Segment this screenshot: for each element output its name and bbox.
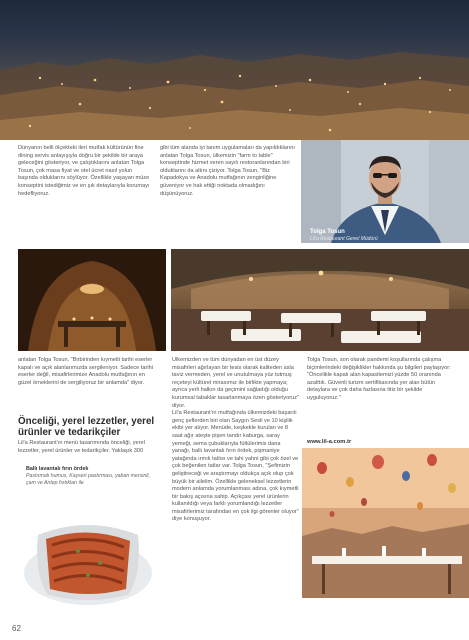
food-title: Ballı lavantalı fırın ördek [26, 466, 89, 472]
column3-mid-text: Tolga Tosun, son olarak pandemi koşullarında çalışma biçimlerindeki değişiklikler hakkında şu bilgileri paylaşıyor: "Öncelikle kapalı alan kapasitemizi yüzde 50 oranında azalttık. Güvenli turizm sertifikasında yer alan bütün detaylara ve çok daha fazlasına titiz bir şekilde uyguluyoruz." [307, 357, 451, 401]
column1-top-text: Dünyanın belli ölçekteki ileri mutfak kültürünün fine dining servis anlayışıyla doğru bir şekilde bir araya geleceğini gösteriyor, ve çalıştıklarını anlatan Tolga Tosun, çok masa fiyat ve otel ücret nasıl yolun başında olduklarını söylüyor. Özellikle yaşayan müze konseptini istediğimiz ve en şık detaylarıyla korumayı hedefliyoruz. [18, 145, 150, 197]
portrait-photo [301, 140, 469, 243]
column2-mid-text: Ülkemizden ve tüm dünyadan en üst düzey misafirleri ağırlayan bir tesis olarak kaliteden asla taviz vermeden, yerel ve unutulmaya yüz tutmuş reçeteyi kültürel mirasımız ile birlikte yapmaya; ayrıca yerli halkın da geçimini sağladığı olduğu kurumsal tabaklar tasarlanmaya özen gösteriyoruz" diyor. Lil'a Restaurant'ın mutfağında ülkemizdeki başarılı genç şeflerden biri olan Saygın Sesli ve 10 kişilik ekibi yer alıyor. Menüde, keşkekle kurulan ve 8 saat ağır ateşte pişen tandır kaburga, saray yemeği, sema çubuklarıyla fültülerimis dana yanağı, ballı lavantalı fırın ördek, pişmaniye yatağında ırmık tatlısı ve tahi yahni gibi çok özel ve çok beğenilen tatlar var. Tolga Tosun, "Şefimizin geliştireceği ve araştırmayı oldukça açık olup çok büyük bir ailelim. Özellikle geleneksel lezzetlerin modern anlamda yorumlanması adına, çok kıymetli bir bakış açısına sahip. Açıkçası yerel ürünlerin kullanıldığı veya farklı yorumlandığı lezzetler misafirlerimiz tarafından en çok ilgi görenler oluyor" diye konuşuyor. [172, 357, 299, 523]
column2-top-text: gibi tüm alanda iyi tanım uygulamaları da yapıldıklarını anlatan Tolga Tosun, ülkemizin "farm to table" konseptinde hizmet veren sayılı restoranlarından biri olduklarını da altını çiziyor. Tolga Tosun, "Biz Kapadokya ve Anadolu mutfağının zenginliğine güveniyor ve hak ettiği noktada olmadığını düşünüyoruz. [160, 145, 295, 197]
page-number: 62 [12, 624, 21, 633]
portrait-caption-role: Lil'a Restaurant Genel Müdürü [310, 236, 378, 242]
dining-hall-photo [171, 249, 469, 351]
portrait-caption-name: Tolga Tosun [310, 229, 345, 235]
food-description: Pastırmalı humus, Kayseri pastırması, yaban mersinli, çam ve Antep fıstıkları ile [26, 473, 150, 486]
cave-restaurant-photo [18, 249, 166, 351]
website-link[interactable]: www.lil-a.com.tr [307, 439, 352, 445]
balloons-terrace-photo [302, 448, 469, 598]
column1-mid-text: anlatan Tolga Tosun, "Birbirinden kıymetli tarihi eserler kapalı ve açık alanlarımızda sergileniyor. Sadece tarihi eserler değil, misafirlerimize Anadolu mutfağının en güzel örneklerini de sergiliyoruz bir anlamda" diyor. [18, 357, 153, 386]
top-photo-night-view [0, 0, 469, 140]
section-heading: Önceliği, yerel lezzetler, yerel ürünler ve tedarikçiler [18, 416, 155, 438]
column1-after-heading-text: Lil'a Restaurant'ın menü tasarımında önceliği, yerel lezzetler, yerel ürünler ve tedarikçiler. Yaklaşık 300 [18, 440, 145, 454]
